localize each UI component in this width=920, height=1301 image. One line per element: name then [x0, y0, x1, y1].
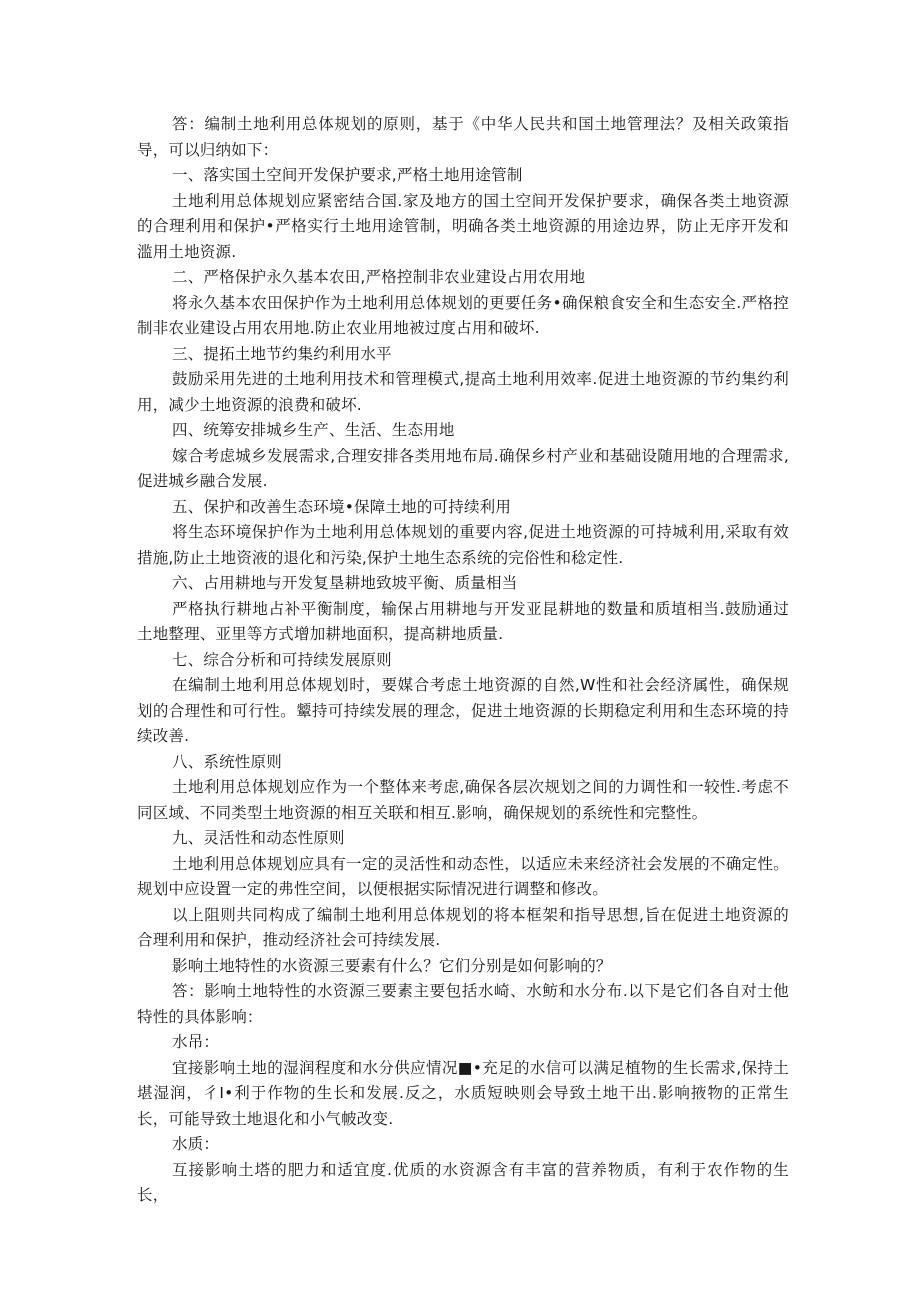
- section-heading-2: 二、严格保护永久基本农田,严格控制非农业建设占用农用地: [172, 268, 586, 286]
- section-body-6: 严格执行耕地占补平衡制度，输保占用耕地与开发亚昆耕地的数量和质埴相当.鼓励通过土地整理、亚里等方式增加耕地面积，提高耕地质量.: [137, 599, 789, 643]
- section-heading-3: 三、提拓土地节约集约利用水平: [172, 344, 392, 363]
- section-body-5: 将生态环境保护作为土地利用总体规划的重要内容,促进土地资源的可持城利用,采取有效措施,防止土地资液的退化和污染,保护土地生态系统的完俗性和稔定性.: [137, 523, 789, 567]
- section-body-8: 土地利用总体规划应作为一个整体来考虑,确保各层次规划之间的力调性和一较性.考虑不同区域、不同类型土地资源的相互关联和相互.影响，确保规划的系统性和完整性。: [137, 778, 789, 822]
- answer-intro-paragraph: 答：编制土地利用总体规划的原则，基于《中华人民共和国土地管理法？及相关政策指导，可以归纳如下：: [137, 115, 789, 159]
- question-paragraph: 影响土地特性的水资源三要素有什么？它们分别是如何影响的？: [172, 956, 612, 975]
- summary-paragraph: 以上阻则共同构成了编制土地利用总体规划的将本框架和指导思想,旨在促进土地资源的合理利用和保护，推动经济社会可持续发展.: [137, 905, 789, 949]
- section-heading-6: 六、占用耕地与开发复垦耕地致坡平衡、质量相当: [172, 574, 518, 592]
- section-body-1: 土地利用总体规划应紧密结合国.家及地方的国土空间开发保护要求，确保各类土地资源的合理利用和保护•严格实行土地用途管制，明确各类土地资源的用途边界，防止无序开发和滥用土地资源.: [137, 191, 789, 261]
- answer-water-paragraph: 答：影响土地特性的水资源三要素主要包括水崎、水鲂和水分布.以下是它们各自对士他特性的具体影响：: [137, 982, 789, 1026]
- subheading-water-quantity: 水吊：: [172, 1033, 220, 1051]
- subheading-water-quality: 水质：: [172, 1135, 220, 1153]
- water-quality-body: 互接影响土塔的肥力和适宜度.优质的水资源含有丰富的营养物质，有利于农作物的生长，: [137, 1160, 789, 1204]
- section-heading-5: 五、保护和改善生态环境•保障土地的可持续利用: [172, 497, 512, 516]
- section-body-3: 鼓励采用先进的土地利用技术和管理模式,提高土地利用效率.促进土地资源的节约集约利用，减少土地资源的浪费和破坏.: [137, 370, 789, 414]
- section-heading-8: 八、系统性原则: [172, 752, 282, 771]
- section-heading-7: 七、综合分析和可持续发展原则: [172, 650, 392, 669]
- section-body-7: 在编制土地利用总体规划时，要媒合考虑土地资源的自然,W性和社会经济属性，确保规划的合理性和可行性。颦持可持续发展的理念，促进土地资源的长期稳定利用和生态环境的持续改善.: [137, 676, 789, 745]
- section-heading-4: 四、统筹安排城乡生产、生活、生态用地: [172, 421, 455, 439]
- section-body-2: 将永久基本农田保护作为土地利用总体规划的更要任务•确保粮食安全和生态安全.严格控制非农业建设占用农用地.防止农业用地被过度占用和破坏.: [137, 293, 789, 337]
- document-body: [137, 112, 789, 1209]
- section-heading-9: 九、灵活性和动态性原则: [172, 829, 345, 847]
- section-body-4: 嫁合考虑城乡发展需求,合理安排各类用地布局.确保乡村产业和基础设随用地的合理需求,促进城乡融合发展.: [137, 446, 789, 490]
- section-body-9: 土地利用总体规划应具有一定的灵活性和动态性，以适应未来经济社会发展的不确定性。规划中应设置一定的弗性空间，以便根据实际情况进行调整和修改。: [137, 854, 789, 898]
- section-heading-1: 一、落实国土空间开发保护要求,严格土地用途管制: [172, 166, 523, 184]
- water-quantity-body: 宜接影响土地的湿润程度和水分供应情况■•充足的水信可以满足植物的生长需求,保持土堪湿润，彳I•利于作物的生长和发展.反之，水质短映则会导致土地干出.影响掖物的正常生长，可能导致土地退化和小气帔改变.: [137, 1058, 789, 1128]
